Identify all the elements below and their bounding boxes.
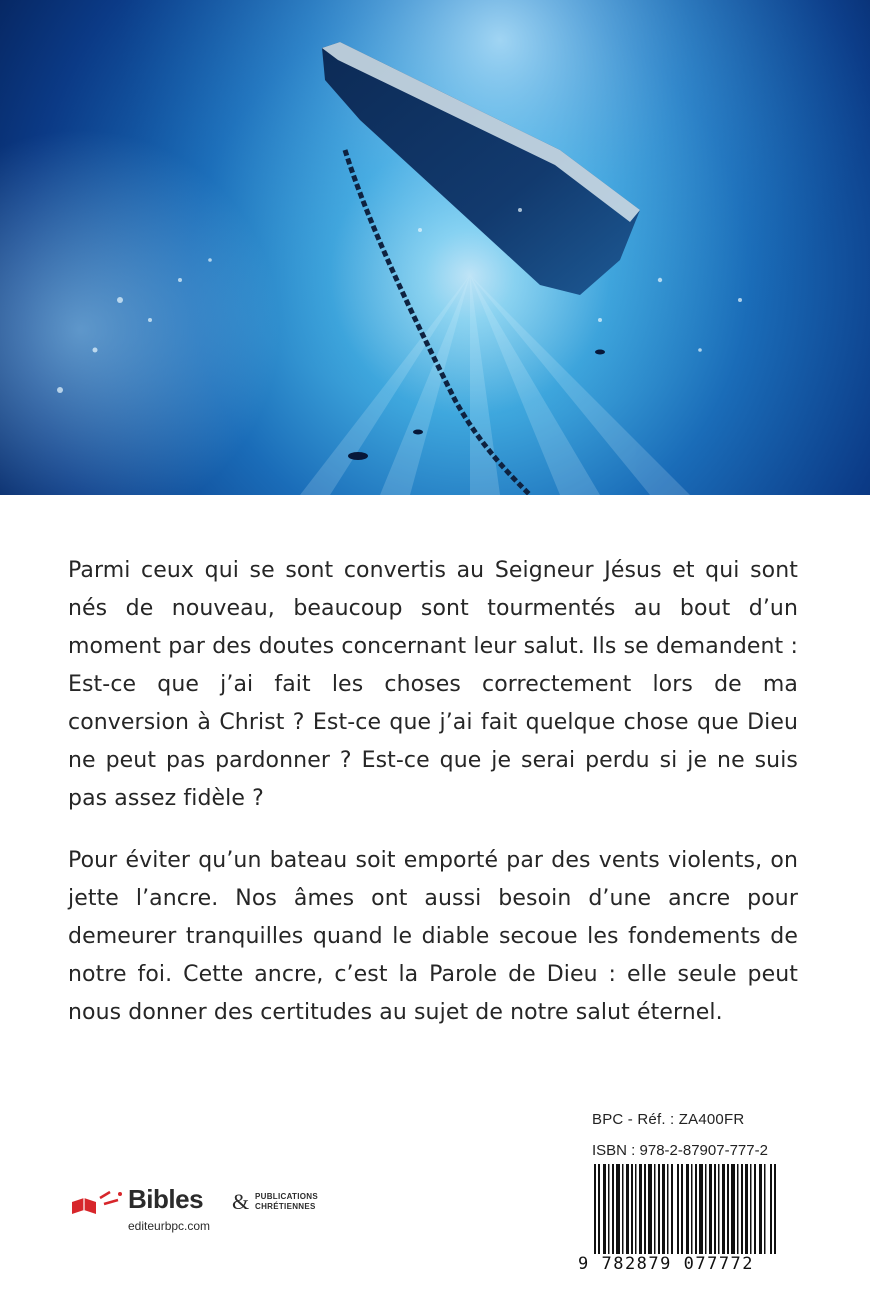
back-cover-paragraph-1 — [68, 552, 798, 818]
publisher-name: Bibles — [128, 1184, 204, 1214]
paragraph-text: Parmi ceux qui se sont convertis au Seigneur Jésus et qui sont nés de nouveau, beaucoup sont tourmentés au bout d’un moment par des doutes concernant leur salut. Ils se demandent : Est-ce que j’ai fait les choses correctement lors de ma conversion à Christ ? Est-ce que j’ai fait quelque chose que Dieu ne peut pas pardonner ? Est-ce que je serai perdu si je ne suis pas assez fidèle ? — [68, 558, 798, 811]
publisher-logo — [70, 1186, 350, 1246]
barcode-digits: 9 782879 077772 — [578, 1254, 792, 1274]
paragraph-text: Pour éviter qu’un bateau soit emporté par des vents violents, on jette l’ancre. Nos âmes ont aussi besoin d’une ancre pour demeurer tranquilles quand le diable secoue les fondements de notre foi. Cette ancre, c’est la Parole de Dieu : elle seule peut nous donner des certitudes au sujet de notre salut éternel. — [68, 848, 798, 1025]
underwater-boat-photo — [0, 0, 870, 495]
publisher-subtitle-line-2: CHRÉTIENNES — [255, 1202, 316, 1211]
book-logo-icon — [70, 1190, 124, 1216]
publisher-ampersand: & — [232, 1189, 250, 1214]
reference-number: BPC - Réf. : ZA400FR — [592, 1111, 745, 1128]
isbn-number: ISBN : 978-2-87907-777-2 — [592, 1142, 768, 1159]
publisher-subtitle — [255, 1192, 318, 1212]
publisher-subtitle-line-1: PUBLICATIONS — [255, 1192, 319, 1201]
publisher-url: editeurbpc.com — [128, 1219, 211, 1233]
back-cover-paragraph-2 — [68, 842, 798, 1032]
